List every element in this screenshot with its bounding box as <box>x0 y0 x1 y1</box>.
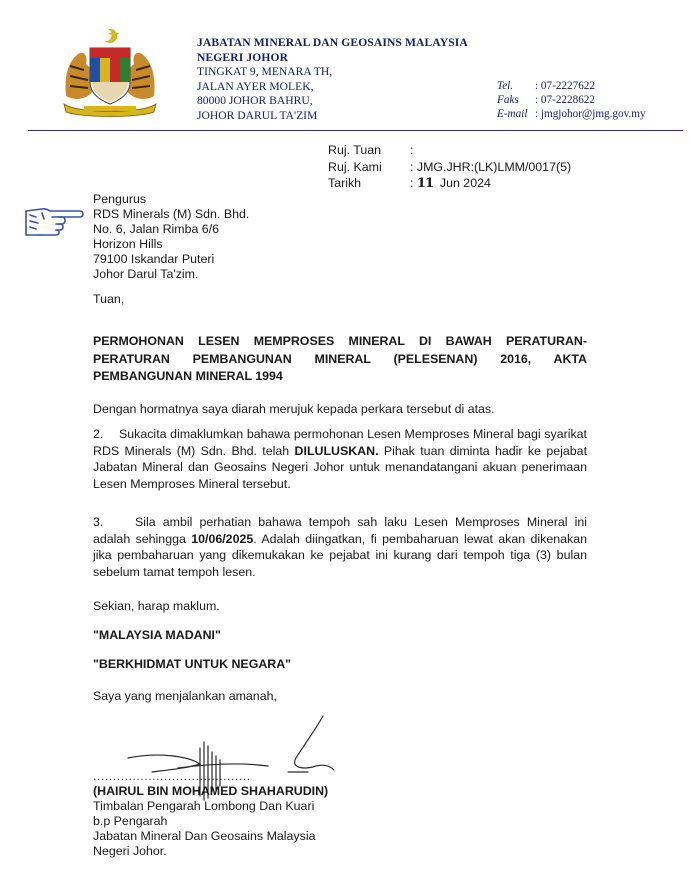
paragraph-text: Pihak tuan diminta hadir ke pejabat Jabatan Mineral dan Geosains Negeri Johor untuk menandatangani akuan penerimaan Lesen Memproses Mineral tersebut. <box>93 443 588 491</box>
signatory-block <box>93 769 328 859</box>
reference-block <box>328 142 571 193</box>
paragraph-2 <box>93 426 587 492</box>
fax-value: : 07-2228622 <box>535 93 595 106</box>
slogan-malaysia-madani: "MALAYSIA MADANI" <box>93 628 221 642</box>
closing-line: Sekian, harap maklum. <box>93 599 220 613</box>
recipient-line: Pengurus <box>93 192 147 206</box>
letterhead-organisation <box>197 36 468 124</box>
paragraph-number: 3. <box>93 515 104 529</box>
slogan-berkhidmat: "BERKHIDMAT UNTUK NEGARA" <box>93 657 292 671</box>
recipient-line: RDS Minerals (M) Sdn. Bhd. <box>93 207 250 221</box>
tarikh-label: Tarikh <box>328 176 362 191</box>
paragraph-number: 2. <box>93 427 104 441</box>
recipient-line: No. 6, Jalan Rimba 6/6 <box>93 222 220 236</box>
org-address-line: TINGKAT 9, MENARA TH, <box>197 65 333 79</box>
paragraph-3 <box>93 514 587 580</box>
recipient-line: 79100 Iskandar Puteri <box>93 252 215 266</box>
fax-label: Faks <box>497 93 519 106</box>
intro-paragraph: Dengan hormatnya saya diarah merujuk kepada perkara tersebut di atas. <box>93 402 495 416</box>
email-label: E-mail <box>497 107 528 120</box>
ruj-kami-label: Ruj. Kami <box>328 159 382 174</box>
org-address-line: JOHOR DARUL TA'ZIM <box>197 108 318 122</box>
org-address-line: 80000 JOHOR BAHRU, <box>197 94 313 108</box>
salutation: Tuan, <box>93 292 125 306</box>
approval-status: DILULUSKAN. <box>294 443 379 458</box>
signatory-title: Negeri Johor. <box>93 844 167 858</box>
signature-dotted-line: ........................................ <box>93 769 251 783</box>
letterhead-contact <box>497 80 646 121</box>
coat-of-arms-logo <box>58 26 162 118</box>
paragraph-text: Sukacita dimaklumkan bahawa permohonan Lesen Memproses Mineral bagi syarikat RDS Minerals (M) Sdn. Bhd. telah <box>93 427 587 458</box>
tel-label: Tel. <box>497 80 514 92</box>
pointing-hand-icon <box>22 203 86 241</box>
signatory-title: Jabatan Mineral Dan Geosains Malaysia <box>93 829 316 843</box>
recipient-line: Johor Darul Ta'zim. <box>93 267 199 281</box>
paragraph-text: Sila ambil perhatian bahawa tempoh sah laku Lesen Memproses Mineral ini adalah sehingga <box>93 515 587 546</box>
recipient-address <box>93 192 249 282</box>
tarikh-month-year: Jun 2024 <box>439 176 491 191</box>
email-value: : jmgjohor@jmg.gov.my <box>535 107 646 120</box>
tarikh-day-handwritten: 11 <box>416 176 433 192</box>
org-state: NEGERI JOHOR <box>197 50 289 64</box>
paragraph-text: . Adalah diingatkan, fi pembaharuan lewat akan dikenakan jika pembaharuan yang dikemukakan ke pejabat ini kurang dari tempoh tiga (3) bulan sebelum tamat tempoh lesen. <box>93 531 587 579</box>
signatory-name: (HAIRUL BIN MOHAMED SHAHARUDIN) <box>93 784 329 798</box>
tarikh-colon: : <box>410 176 414 191</box>
org-name: JABATAN MINERAL DAN GEOSAINS MALAYSIA <box>197 36 468 49</box>
letter-subject: PERMOHONAN LESEN MEMPROSES MINERAL DI BAWAH PERATURAN-PERATURAN PEMBANGUNAN MINERAL (PELESENAN) 2016, AKTA PEMBANGUNAN MINERAL 1994 <box>93 334 587 384</box>
signatory-title: Timbalan Pengarah Lombong Dan Kuari <box>93 799 315 813</box>
sign-off: Saya yang menjalankan amanah, <box>93 689 277 703</box>
ruj-tuan-label: Ruj. Tuan <box>328 143 382 157</box>
recipient-line: Horizon Hills <box>93 237 163 251</box>
ruj-kami-value: : JMG.JHR:(LK)LMM/0017(5) <box>410 159 572 174</box>
tel-value: : 07-2227622 <box>535 80 595 92</box>
signatory-title: b.p Pengarah <box>93 814 168 828</box>
letterhead-divider <box>28 130 683 131</box>
ruj-tuan-value: : <box>410 143 414 157</box>
org-address-line: JALAN AYER MOLEK, <box>197 79 314 93</box>
expiry-date: 10/06/2025 <box>191 531 254 546</box>
